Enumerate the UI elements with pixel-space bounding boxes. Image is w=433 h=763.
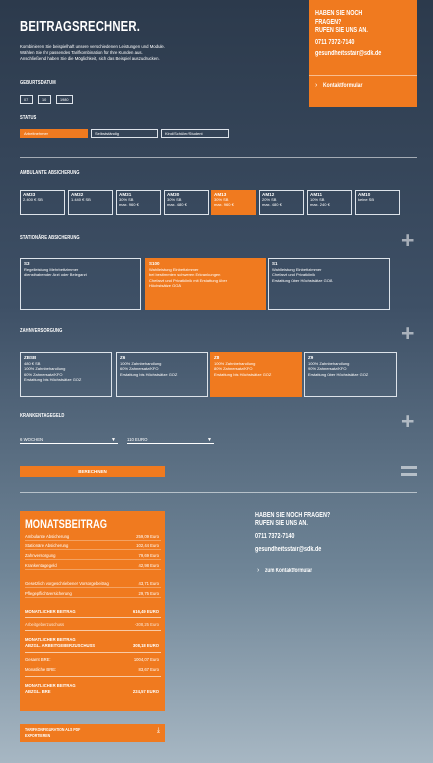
contact-heading: RUFEN SIE UNS AN. (315, 27, 368, 34)
plus-icon[interactable]: + (401, 227, 415, 253)
row-label: Zahnversorgung (25, 553, 56, 558)
tile-line: 30% SB (119, 197, 134, 203)
plus-icon[interactable]: + (401, 408, 415, 434)
tile-line: max. 960 € (214, 202, 234, 208)
row-value: 79,69 Euro (138, 553, 159, 558)
card-line: Erstattung bis Höchstsätze GOZ (120, 371, 178, 377)
monatsbeitrag-panel (20, 511, 165, 711)
card-line: 100% Zahnbehandlung (120, 360, 162, 366)
card-line: Chefarzt und Privatklinik (272, 272, 316, 277)
calculate-button[interactable] (20, 466, 165, 477)
row-divider (25, 559, 161, 560)
row-divider (25, 617, 161, 618)
tile-code: AM13 (214, 192, 227, 197)
row-label: ABZGL. BRE (25, 689, 51, 694)
card-line: 90% Zahnersatz/KFO (308, 366, 347, 371)
amount-value: 110 EURO (127, 437, 148, 442)
card-line: 100% Zahnbehandlung (308, 360, 350, 366)
monatsbeitrag-title: MONATSBEITRAG (25, 517, 107, 531)
zahn-card-zbsb[interactable] (20, 352, 112, 397)
intro-line: Wählen Sie Ihr passendes Tarifkombination für Ihre Kunden aus. (20, 50, 143, 55)
export-label-line: TARIFKONFIGURATION ALS PDF (25, 727, 81, 732)
contact-heading: FRAGEN? (315, 18, 342, 26)
tile-line: 30% SB (214, 197, 229, 203)
row-divider (25, 569, 161, 570)
row-label: MONATLICHER BEITRAG (25, 609, 76, 614)
ambulant-tile-am13[interactable] (211, 190, 256, 215)
final-row (25, 689, 161, 695)
bre-row (25, 657, 161, 663)
contact-box-top (309, 0, 417, 107)
plus-icon[interactable]: + (401, 320, 415, 346)
card-line: Wahlleistung Einbettzimmer (149, 266, 199, 272)
contact-form-link[interactable]: Kontaktformular (323, 82, 363, 89)
ambulant-tile-am31[interactable] (116, 190, 161, 215)
tile-line: 10% SB (310, 197, 325, 203)
zahn-card-z8[interactable] (210, 352, 302, 397)
chevron-right-icon: › (315, 82, 318, 89)
stationaer-label: STATIONÄRE ABSICHERUNG (20, 235, 80, 241)
ambulant-tile-am33[interactable] (20, 190, 65, 215)
tile-line: max. 480 € (262, 202, 282, 208)
tile-line: 1.440 € SB (71, 197, 91, 203)
row-value: 83,67 Euro (138, 667, 159, 672)
status-label: STATUS (20, 115, 37, 121)
birthdate-label: GEBURTSDATUM (20, 80, 56, 86)
card-line: 100% Zahnbehandlung (24, 366, 66, 371)
card-code: Z8 (214, 355, 220, 360)
tile-code: AM32 (71, 192, 84, 197)
card-code: S100 (149, 261, 160, 266)
row-label: Arbeitgeberzuschuss (25, 622, 65, 627)
row-value: 224,57 EURO (132, 689, 159, 694)
row-divider (25, 540, 161, 541)
stationaer-card-s1[interactable] (268, 258, 390, 310)
tile-code: AM11 (310, 192, 322, 197)
chevron-down-icon: ▼ (111, 437, 116, 443)
row-value: 259,09 Euro (136, 534, 159, 539)
birth-day-input[interactable]: 07 (20, 95, 33, 104)
bre-row (25, 667, 161, 673)
intro-text (20, 44, 235, 62)
row-value: 616,49 EURO (132, 609, 159, 614)
export-label (25, 727, 80, 739)
page-title: BEITRAGSRECHNER. (20, 19, 141, 35)
final-label: MONATLICHER BEITRAG (25, 683, 76, 688)
tile-line: 30% SB (167, 197, 182, 203)
card-line: 60% Zahnersatz/KFO (120, 366, 159, 371)
chevron-down-icon: ▼ (207, 437, 212, 443)
card-code: ZBSB (24, 355, 37, 360)
contact-heading: HABEN SIE NOCH FRAGEN? (255, 512, 331, 519)
card-line: Erstattung über Höchstsätze GOÄ (272, 277, 333, 283)
export-label-line: EXPORTIEREN (25, 733, 51, 738)
intro-line: Anschließend haben Sie die Möglichkeit, sich das Beispiel auszudrucken. (20, 56, 160, 61)
row-divider (25, 630, 161, 631)
contact-email[interactable]: gesundheitsstair@sdk.de (255, 546, 322, 553)
card-line: 80% Zahnersatz/KFO (214, 366, 253, 371)
contact-box-bottom (255, 512, 351, 576)
contact-heading: RUFEN SIE UNS AN. (255, 520, 308, 527)
stationaer-card-s100[interactable] (145, 258, 266, 310)
card-line: Erstattung über Höchstsätze GOZ (308, 371, 369, 377)
row-divider (25, 652, 161, 653)
contact-heading: HABEN SIE NOCH (315, 10, 363, 17)
ambulant-tile-am32[interactable] (68, 190, 113, 215)
krankentagegeld-label: KRANKENTAGEGELD (20, 413, 65, 419)
card-line: diensthabender Arzt oder Belegarzt (24, 272, 87, 277)
employer-row (25, 622, 161, 628)
card-line: Chefarzt und Privatklinik mit Erstattung über (149, 277, 228, 283)
card-code: S3 (24, 261, 30, 266)
row-value: -308,25 Euro (134, 622, 159, 627)
tile-line: max. 240 € (310, 202, 330, 208)
total-row (25, 609, 161, 615)
intro-line: Kombinieren Sie beispielhaft unsere verschiedenen Leistungen und Module. (20, 44, 165, 49)
ambulant-label: AMBULANTE ABSICHERUNG (20, 170, 80, 176)
row-label: Pflegepflichtversicherung (25, 591, 72, 596)
birth-month-input[interactable]: 10 (38, 95, 51, 104)
amount-select[interactable] (127, 435, 214, 444)
row-label: ABZGL. ARBEITGEBERZUSCHUSS (25, 643, 96, 648)
tile-code: AM33 (23, 192, 36, 197)
row-value: 1004,07 Euro (133, 657, 159, 662)
row-value: 43,71 Euro (138, 581, 159, 586)
row-label: Stationäre Absicherung (25, 543, 69, 548)
card-code: Z6 (120, 355, 126, 360)
tile-line: 2.400 € SB (23, 197, 43, 203)
ambulant-tile-am12[interactable] (259, 190, 304, 215)
card-line: Wahlleistung Einbettzimmer (272, 266, 322, 272)
zahn-card-z9[interactable] (304, 352, 397, 397)
row-value: 42,98 Euro (138, 563, 159, 568)
row-divider (25, 549, 161, 550)
tile-code: AM12 (262, 192, 275, 197)
tile-code: AM10 (358, 192, 371, 197)
card-code: Z9 (308, 355, 314, 360)
contact-form-link[interactable]: zum Kontaktformular (265, 568, 313, 574)
row-value: 308,18 EURO (132, 643, 159, 648)
card-line: Erstattung bis Höchstsätze GOZ (214, 371, 272, 377)
tile-code: AM31 (119, 192, 132, 197)
zahn-label: ZAHNVERSORGUNG (20, 328, 63, 334)
tile-line: max. 960 € (119, 202, 139, 208)
status-option-student[interactable]: Kind/Schüler/Student (161, 129, 229, 138)
chevron-right-icon: › (257, 567, 260, 574)
row-divider (25, 587, 161, 588)
divider (20, 492, 417, 493)
zahn-card-z6[interactable] (116, 352, 208, 397)
status-option-selfemployed[interactable]: Selbstständig (91, 129, 158, 138)
divider (20, 157, 417, 158)
ambulant-tile-am11[interactable] (307, 190, 352, 215)
card-line: Höchstsätze GOÄ (149, 283, 182, 288)
export-pdf-button[interactable] (20, 724, 165, 742)
row-label: Krankentagegeld (25, 563, 57, 568)
tile-line: 20% SB (262, 197, 277, 203)
card-line: bei bestimmten schweren Erkrankungen (149, 272, 221, 277)
card-code: S1 (272, 261, 278, 266)
row-divider (25, 597, 161, 598)
tile-line: max. 480 € (167, 202, 187, 208)
tile-code: AM30 (167, 192, 180, 197)
row-label: Monatliche BRE: (25, 667, 57, 672)
equals-icon-bar (401, 473, 417, 476)
card-line: 60% Zahnersatz/KFO (24, 371, 63, 377)
stationaer-card-s3[interactable] (20, 258, 141, 310)
ambulant-tile-am10[interactable] (355, 190, 400, 215)
card-line: Erstattung bis Höchstsätze GOZ (24, 377, 82, 382)
contact-phone[interactable]: 0711 7372-7140 (315, 38, 355, 46)
tile-line: keine SB (358, 197, 375, 203)
net-row (25, 643, 161, 649)
period-select[interactable] (20, 435, 118, 444)
card-line: 480 € SB (24, 360, 41, 366)
row-value: 102,44 Euro (136, 543, 159, 548)
row-value: 29,75 Euro (138, 591, 159, 596)
contact-email[interactable]: gesundheitsstair@sdk.de (315, 50, 382, 57)
ambulant-tile-am30[interactable] (164, 190, 209, 215)
card-line: 100% Zahnbehandlung (214, 360, 256, 366)
calculate-button-label: BERECHNEN (78, 469, 107, 474)
row-label: Ambulante Absicherung (25, 534, 70, 539)
period-value: 6 WOCHEN (20, 437, 44, 442)
row-label: Gesetzlich vorgeschriebener Vorsorgebeitrag (25, 581, 109, 586)
status-option-employee[interactable]: Arbeitnehmer (20, 129, 88, 138)
row-divider (25, 676, 161, 677)
card-line: Regelleistung Mehrbettzimmer (24, 266, 79, 272)
equals-icon (401, 466, 417, 469)
birth-year-input[interactable]: 1980 (56, 95, 73, 104)
net-label: MONATLICHER BEITRAG (25, 637, 76, 642)
row-label: Gesamt BRE: (25, 657, 51, 662)
download-icon: ⤓ (156, 727, 160, 734)
contact-phone[interactable]: 0711 7372-7140 (255, 533, 295, 540)
